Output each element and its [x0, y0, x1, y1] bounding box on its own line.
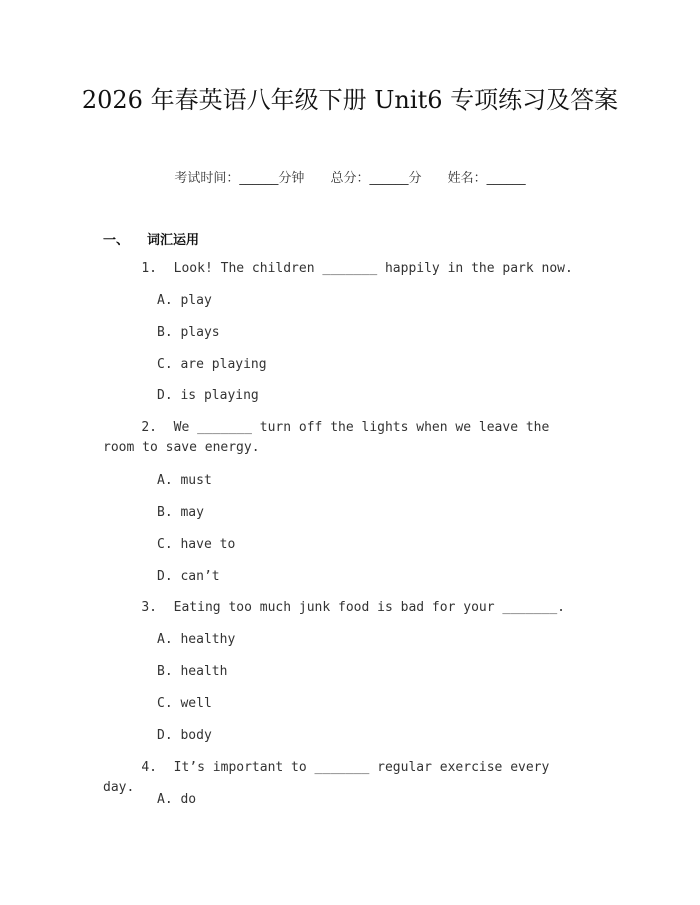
question-number: 4. [141, 760, 157, 775]
exam-time-field: 考试时间：______分钟 [174, 171, 305, 186]
question-3-option-d: D. body [157, 728, 212, 743]
section-heading [103, 229, 199, 248]
question-text: Eating too much junk food is bad for your _______. [173, 600, 565, 615]
question-3-option-a: A. healthy [157, 632, 236, 647]
question-text: We _______ turn off the lights when we leave the room to save energy. [103, 420, 550, 455]
question-3-option-c: C. well [157, 696, 212, 711]
student-name-field: 姓名：______ [447, 171, 526, 186]
total-score-field: 总分：______分 [330, 171, 422, 186]
exam-meta [0, 167, 700, 186]
question-number: 2. [141, 420, 157, 435]
question-2-option-c: C. have to [157, 537, 236, 552]
page-title: 2026 年春英语八年级下册 Unit6 专项练习及答案 [81, 86, 619, 114]
question-1-option-c: C. are playing [157, 357, 267, 372]
question-3-option-b: B. health [157, 664, 228, 679]
question-1 [103, 259, 583, 279]
question-1-option-a: A. play [157, 293, 212, 308]
question-number: 3. [141, 600, 157, 615]
question-2-option-d: D. can’t [157, 569, 220, 584]
question-text: Look! The children _______ happily in the park now. [173, 261, 573, 276]
question-1-option-b: B. plays [157, 325, 220, 340]
question-4-option-a: A. do [157, 792, 197, 807]
section-title: 词汇运用 [147, 233, 200, 248]
question-3 [103, 598, 583, 618]
question-2 [103, 418, 583, 458]
section-number: 一、 [103, 233, 130, 248]
question-text: It’s important to _______ regular exercise every day. [103, 760, 550, 795]
question-number: 1. [141, 261, 157, 276]
question-2-option-b: B. may [157, 505, 204, 520]
question-2-option-a: A. must [157, 473, 212, 488]
question-1-option-d: D. is playing [157, 388, 259, 403]
